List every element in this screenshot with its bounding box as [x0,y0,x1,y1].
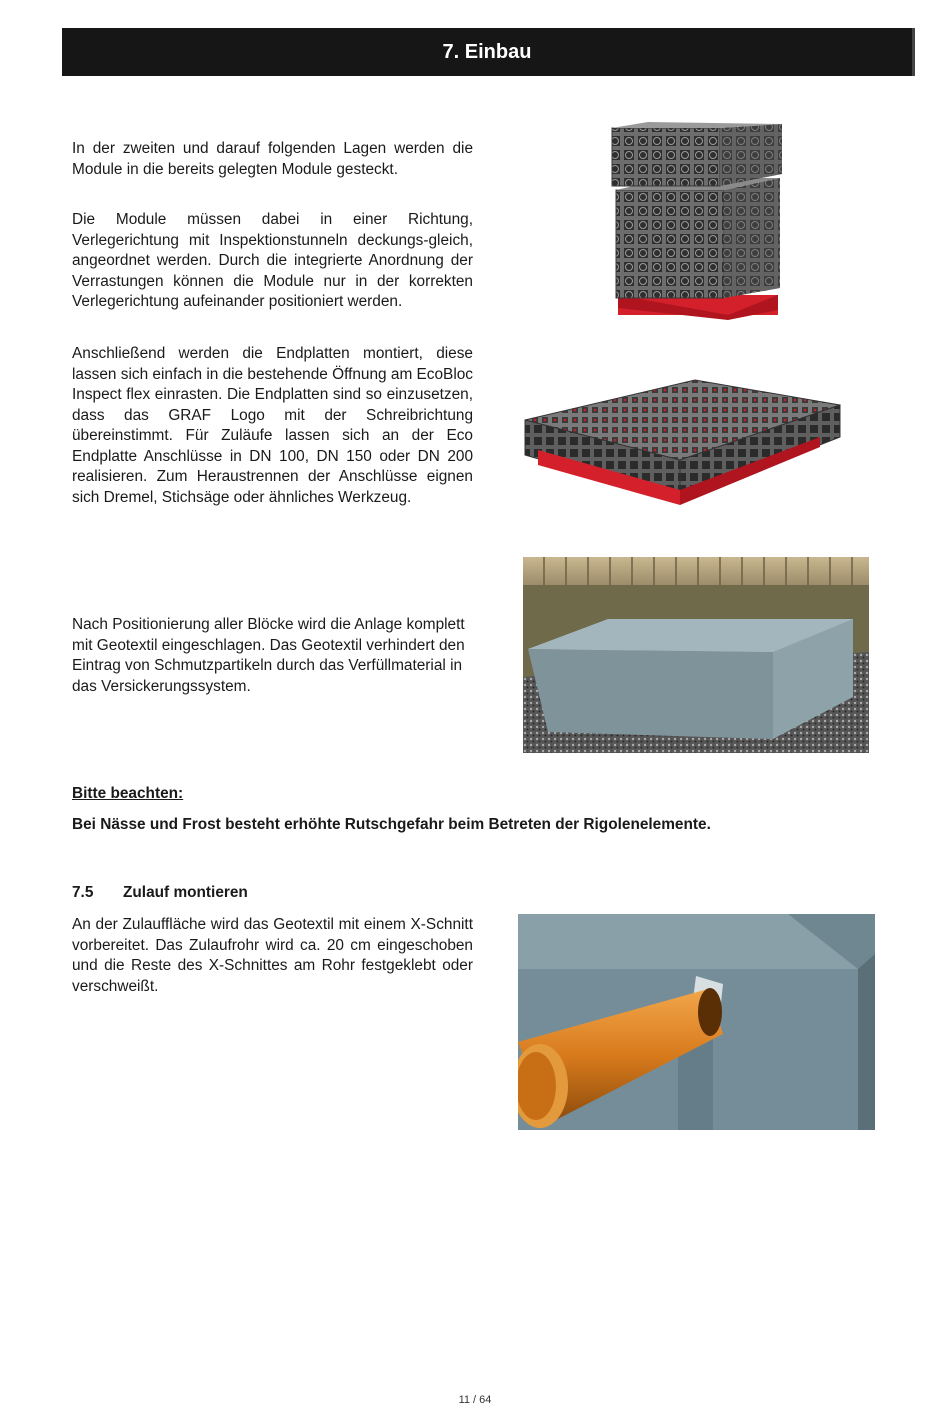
paragraph-stacking: In der zweiten und darauf folgenden Lagen werden die Module in die bereits gelegten Module gesteckt. [72,140,473,178]
inlet-pipe-image [518,914,875,1130]
page-number: 11 / 64 [458,1394,492,1406]
chapter-title: Einbau [464,40,532,63]
chapter-header [62,28,915,76]
stacked-modules-image [608,120,788,322]
section-number: 7.5 [72,884,94,901]
chapter-separator: . [453,40,465,63]
module-layer-image [520,375,845,515]
paragraph-inlet: An der Zulauffläche wird das Geotextil mit einem X-Schnitt vorbereitet. Das Zulaufrohr wird ca. 20 cm eingeschoben und die Reste des X-Schnittes am Rohr festgeklebt oder verschweißt. [72,916,473,995]
chapter-number: 7 [442,40,454,63]
note-title: Bitte beachten: [72,785,184,802]
paragraph-geotextile: Nach Positionierung aller Blöcke wird die Anlage komplett mit Geotextil eingeschlagen. Das Geotextil verhindert den Eintrag von Schmutzpartikeln durch das Verfüllmaterial in das Versickerungssystem. [72,616,465,695]
paragraph-orientation: Die Module müssen dabei in einer Richtung, Verlegerichtung mit Inspektionstunneln deckungs-gleich, angeordnet werden. Durch die integrierte Anordnung der Verrastungen können die Module nur in der korrekten Verlegerichtung aufeinander positioniert werden. [72,211,473,310]
section-title: Zulauf montieren [123,884,248,901]
section-heading [72,884,248,902]
paragraph-endplates: Anschließend werden die Endplatten montiert, diese lassen sich einfach in die bestehende Öffnung am EcoBloc Inspect flex einrasten. Die Endplatten sind so einzusetzen, dass das GRAF Logo mit der Schreibrichtung übereinstimmt. Für Zuläufe lassen sich an der Eco Endplatte Anschlüsse in DN 100, DN 150 oder DN 200 realisieren. Zum Heraustrennen der Anschlüsse eignen sich Dremel, Stichsäge oder ähnliches Werkzeug. [72,345,473,506]
geotextile-block-image [523,557,869,753]
note-text: Bei Nässe und Frost besteht erhöhte Rutschgefahr beim Betreten der Rigolenelemente. [72,816,711,833]
